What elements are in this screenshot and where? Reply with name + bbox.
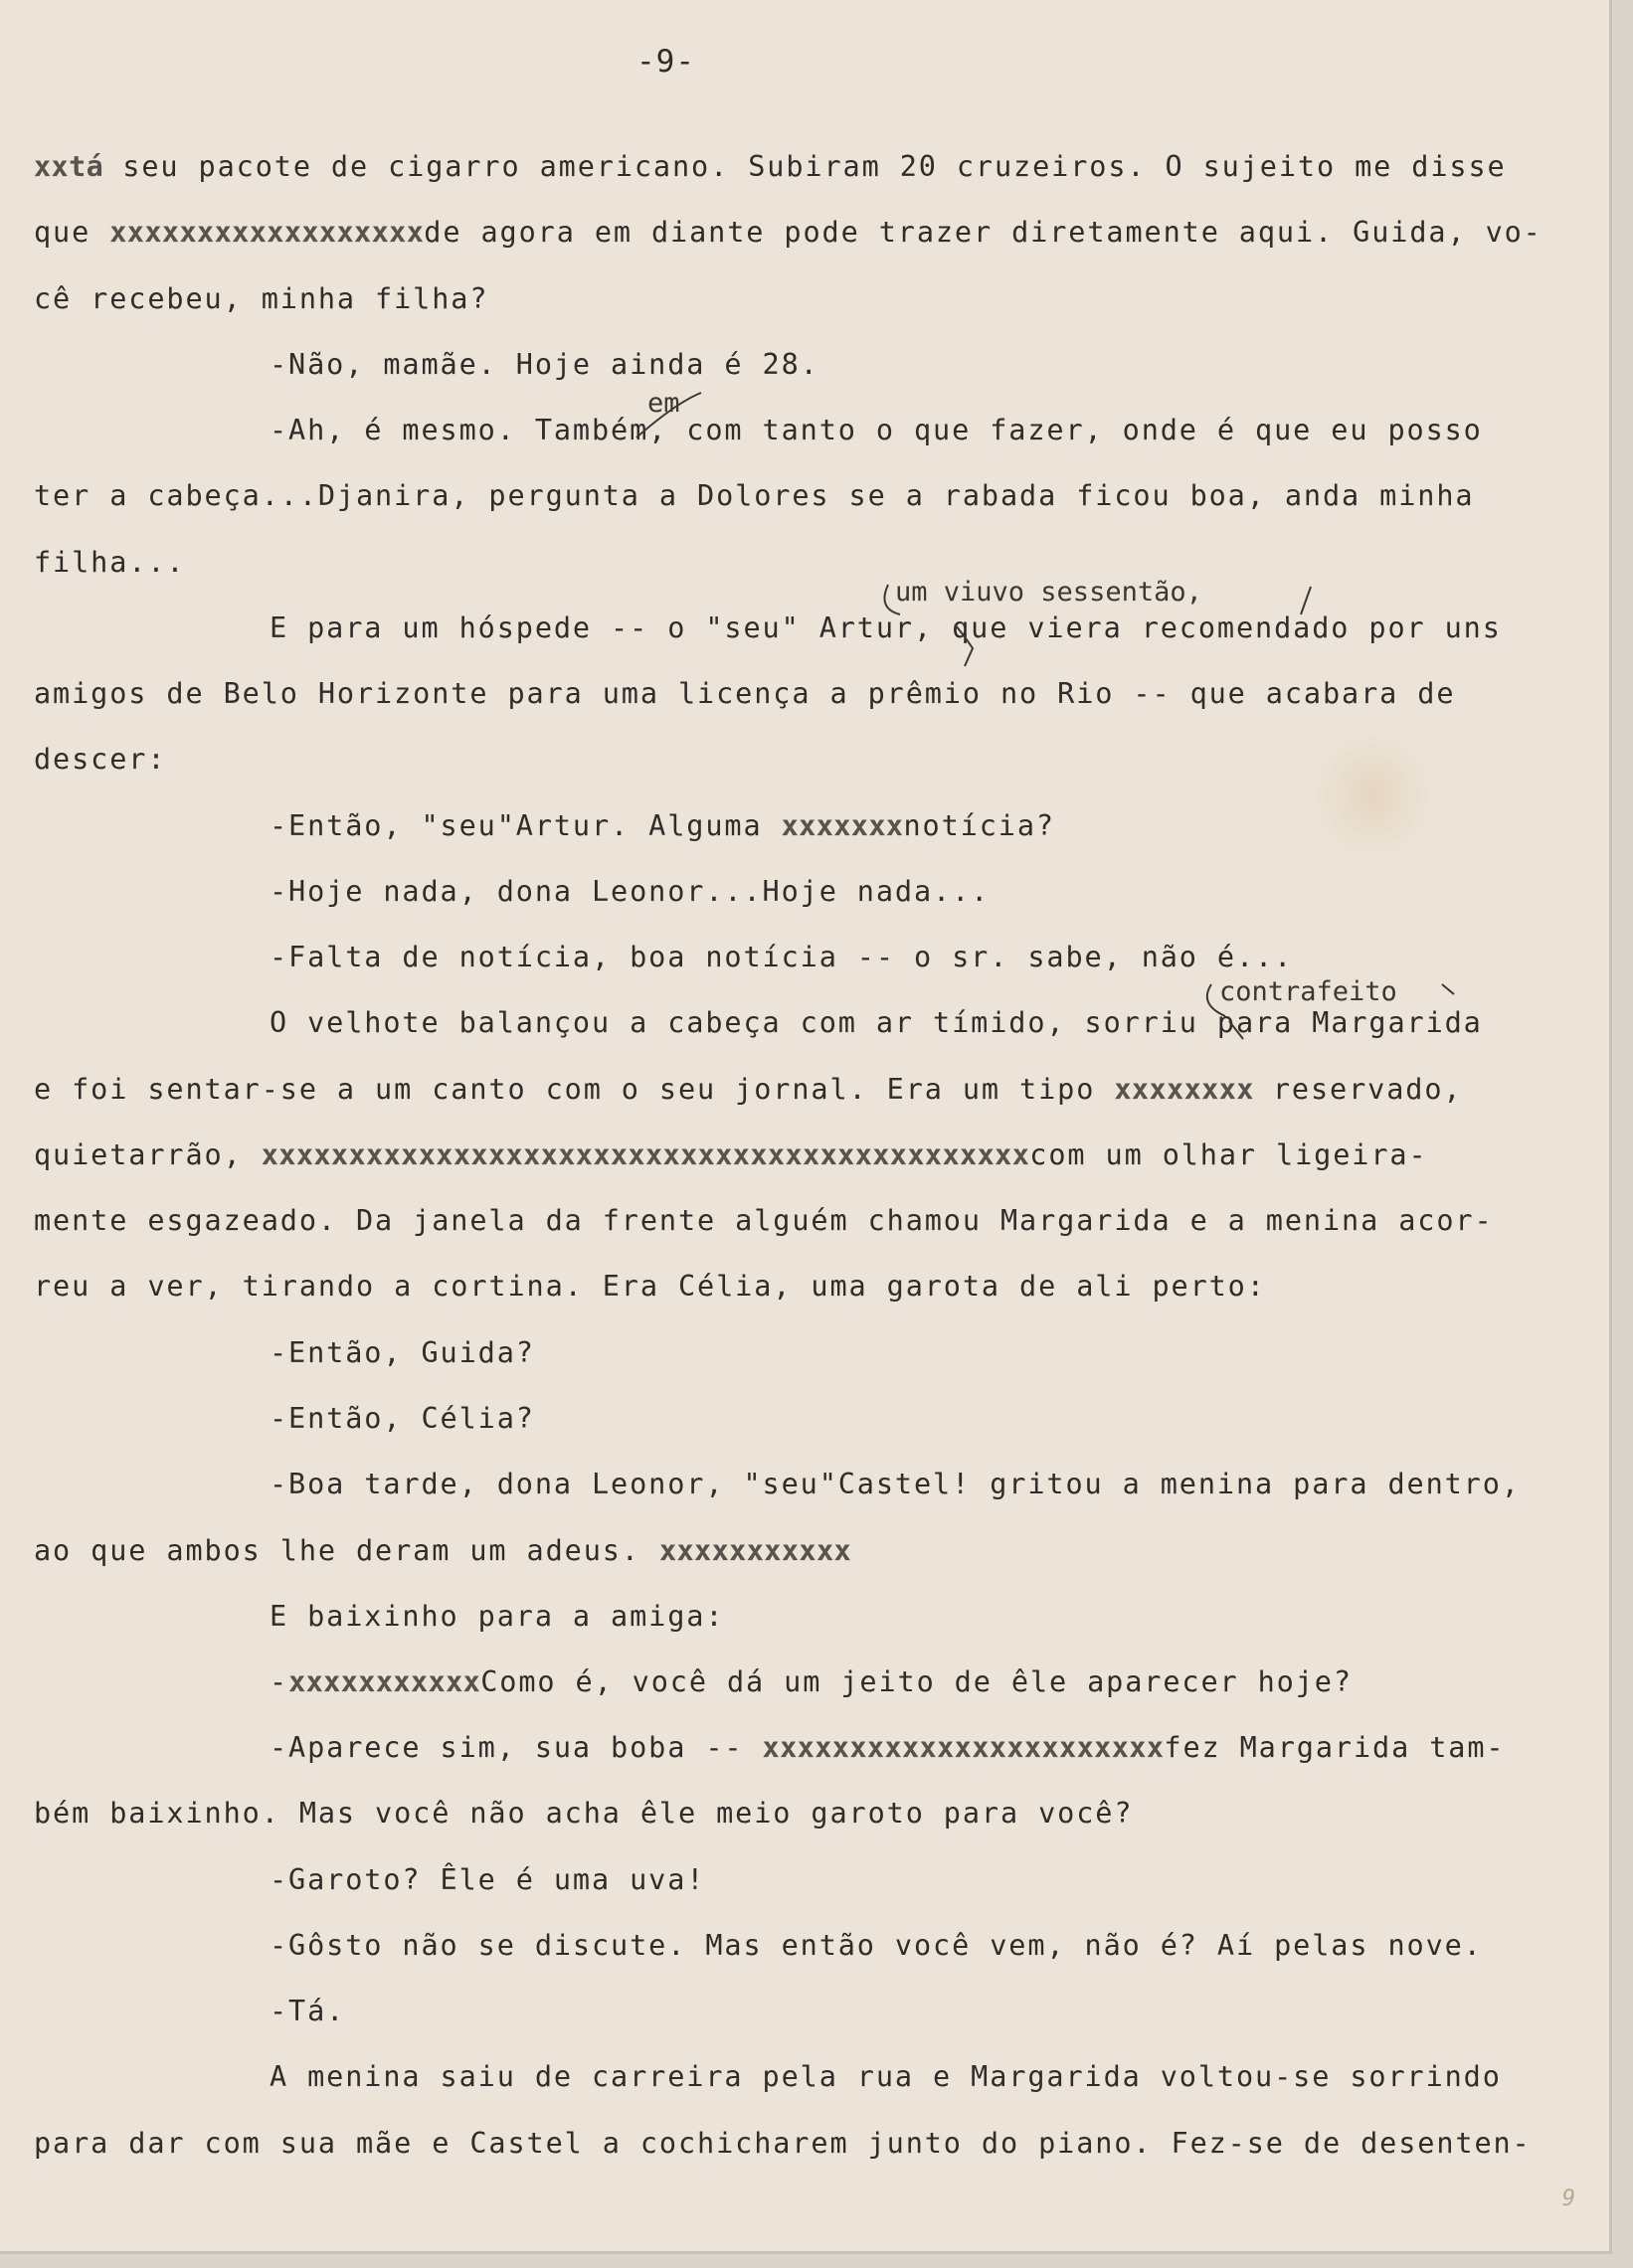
text-run: Como é, você dá um jeito de êle aparecer hoje? [480,1665,1353,1698]
text-run: filha... [34,546,186,579]
text-run: -Aparece sim, sua boba -- [270,1731,763,1764]
text-run: -Garoto? Êle é uma uva! [270,1863,706,1896]
text-run: amigos de Belo Horizonte para uma licença a prêmio no Rio -- que acabara de [34,677,1456,710]
text-run: A menina saiu de carreira pela rua e Margarida voltou-se sorrindo [270,2060,1502,2093]
handwritten-insert-viuvo: um viuvo sessentão, [895,577,1202,608]
struck-out-text: xxxxxxxxxxx [658,1534,852,1567]
text-run: -Gôsto não se discute. Mas então você vem, não é? Aí pelas nove. [270,1929,1483,1962]
struck-out-text: xxxxxxxxxxxxxxxxxxxxxxxxxxxxxxxxxxxxxxxxxxxx [261,1138,1030,1171]
text-run: O velhote balançou a cabeça com ar tímido, sorriu para Margarida [270,1006,1483,1039]
text-run: -Então, Célia? [270,1402,535,1435]
struck-out-text: xxxxxxx [781,809,904,842]
page-edge-mark: 9 [1561,2186,1575,2211]
struck-out-text: xxxxxxxxxxxxxxxxxx [109,216,425,249]
text-run: - [270,1665,289,1698]
text-run: -Então, Guida? [270,1336,535,1369]
text-run: -Boa tarde, dona Leonor, "seu"Castel! gritou a menina para dentro, [270,1468,1521,1500]
struck-out-text: xxxxxxxx [1114,1073,1254,1106]
struck-out-text: xxtá [34,150,104,183]
text-run: para dar com sua mãe e Castel a cochicharem junto do piano. Fez-se de desenten- [34,2127,1532,2160]
text-run: ter a cabeça...Djanira, pergunta a Dolores se a rabada ficou boa, anda minha [34,479,1475,512]
text-run: -Ah, é mesmo. Também, com tanto o que fazer, onde é que eu posso [270,414,1483,446]
page-number: -9- [636,44,695,80]
text-run: seu pacote de cigarro americano. Subiram 20 cruzeiros. O sujeito me disse [103,150,1507,183]
text-run: e foi sentar-se a um canto com o seu jornal. Era um tipo [34,1073,1115,1106]
text-run: fez Margarida tam- [1164,1731,1506,1764]
text-run: mente esgazeado. Da janela da frente alguém chamou Margarida e a menina acor- [34,1204,1494,1237]
text-run: bém baixinho. Mas você não acha êle meio garoto para você? [34,1797,1134,1830]
text-run: de agora em diante pode trazer diretamente aqui. Guida, vo- [424,216,1542,249]
text-run: reu a ver, tirando a cortina. Era Célia, uma garota de ali perto: [34,1270,1266,1303]
text-run: com um olhar ligeira- [1029,1138,1428,1171]
text-run: -Hoje nada, dona Leonor...Hoje nada... [270,875,991,908]
text-run: E para um hóspede -- o "seu" Artur, que viera recomendado por uns [270,611,1502,644]
text-run: -Não, mamãe. Hoje ainda é 28. [270,348,819,381]
text-run: E baixinho para a amiga: [270,1600,725,1633]
text-run: -Então, "seu"Artur. Alguma [270,809,782,842]
handwritten-insert-em: em [647,388,680,419]
text-run: que [34,216,110,249]
text-run: reservado, [1253,1073,1463,1106]
struck-out-text: xxxxxxxxxxxxxxxxxxxxxxx [762,1731,1165,1764]
text-run: -Falta de notícia, boa notícia -- o sr. sabe, não é... [270,941,1294,973]
text-run: cê recebeu, minha filha? [34,282,489,315]
text-run: -Tá. [270,1995,346,2027]
struck-out-text: xxxxxxxxxxx [288,1665,481,1698]
handwritten-insert-contrafeito: contrafeito [1219,976,1397,1007]
text-run: notícia? [903,809,1055,842]
text-run: ao que ambos lhe deram um adeus. [34,1534,659,1567]
text-run: quietarrão, [34,1138,262,1171]
text-run: descer: [34,743,167,776]
